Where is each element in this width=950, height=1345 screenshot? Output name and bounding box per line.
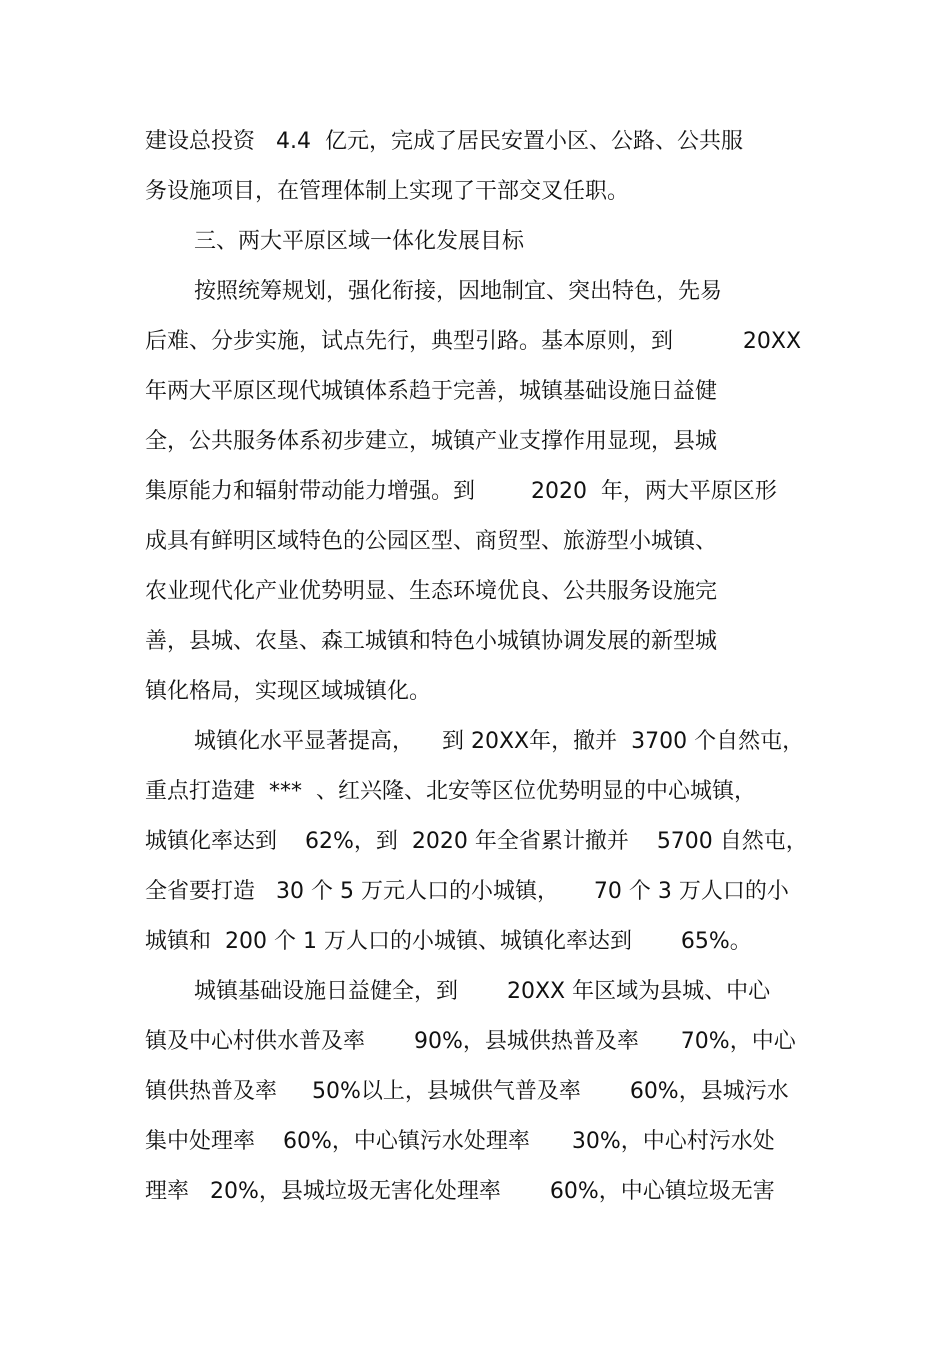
paragraph-line: 全，公共服务体系初步建立，城镇产业支撑作用显现，县城: [145, 429, 718, 454]
paragraph-line: 理率 20%，县城垃圾无害化处理率 60%，中心镇垃圾无害: [145, 1179, 775, 1204]
paragraph-line: 善，县城、农垦、森工城镇和特色小城镇协调发展的新型城: [145, 629, 718, 654]
paragraph-line: 镇供热普及率 50%以上，县城供气普及率 60%，县城污水: [145, 1079, 789, 1104]
paragraph-line: 城镇基础设施日益健全，到 20XX 年区域为县城、中心: [194, 979, 771, 1004]
paragraph-line: 务设施项目，在管理体制上实现了干部交叉任职。: [145, 179, 630, 204]
paragraph-line: 后难、分步实施，试点先行，典型引路。基本原则，到 20XX: [145, 329, 802, 354]
paragraph-line: 镇及中心村供水普及率 90%，县城供热普及率 70%，中心: [145, 1029, 796, 1054]
paragraph-line: 城镇化率达到 62%，到 2020 年全省累计撤并 5700 自然屯，: [145, 829, 808, 854]
paragraph-line: 集中处理率 60%，中心镇污水处理率 30%，中心村污水处: [145, 1129, 775, 1154]
paragraph-line: 重点打造建 *** 、红兴隆、北安等区位优势明显的中心城镇，: [145, 779, 756, 804]
paragraph-line: 全省要打造 30 个 5 万元人口的小城镇， 70 个 3 万人口的小: [145, 879, 789, 904]
paragraph-line: 成具有鲜明区域特色的公园区型、商贸型、旅游型小城镇、: [145, 529, 718, 554]
paragraph-line: 年两大平原区现代城镇体系趋于完善，城镇基础设施日益健: [145, 379, 718, 404]
paragraph-line: 集原能力和辐射带动能力增强。到 2020 年，两大平原区形: [145, 479, 777, 504]
paragraph-line: 镇化格局，实现区域城镇化。: [145, 679, 432, 704]
paragraph-line: 城镇化水平显著提高， 到 20XX年，撤并 3700 个自然屯，: [194, 729, 805, 754]
paragraph-line: 农业现代化产业优势明显、生态环境优良、公共服务设施完: [145, 579, 718, 604]
section-heading: 三、两大平原区域一体化发展目标: [194, 229, 525, 254]
paragraph-line: 按照统筹规划，强化衔接，因地制宜、突出特色，先易: [194, 279, 723, 304]
paragraph-line: 建设总投资 4.4 亿元，完成了居民安置小区、公路、公共服: [145, 129, 743, 154]
paragraph-line: 城镇和 200 个 1 万人口的小城镇、城镇化率达到 65%。: [145, 929, 752, 954]
